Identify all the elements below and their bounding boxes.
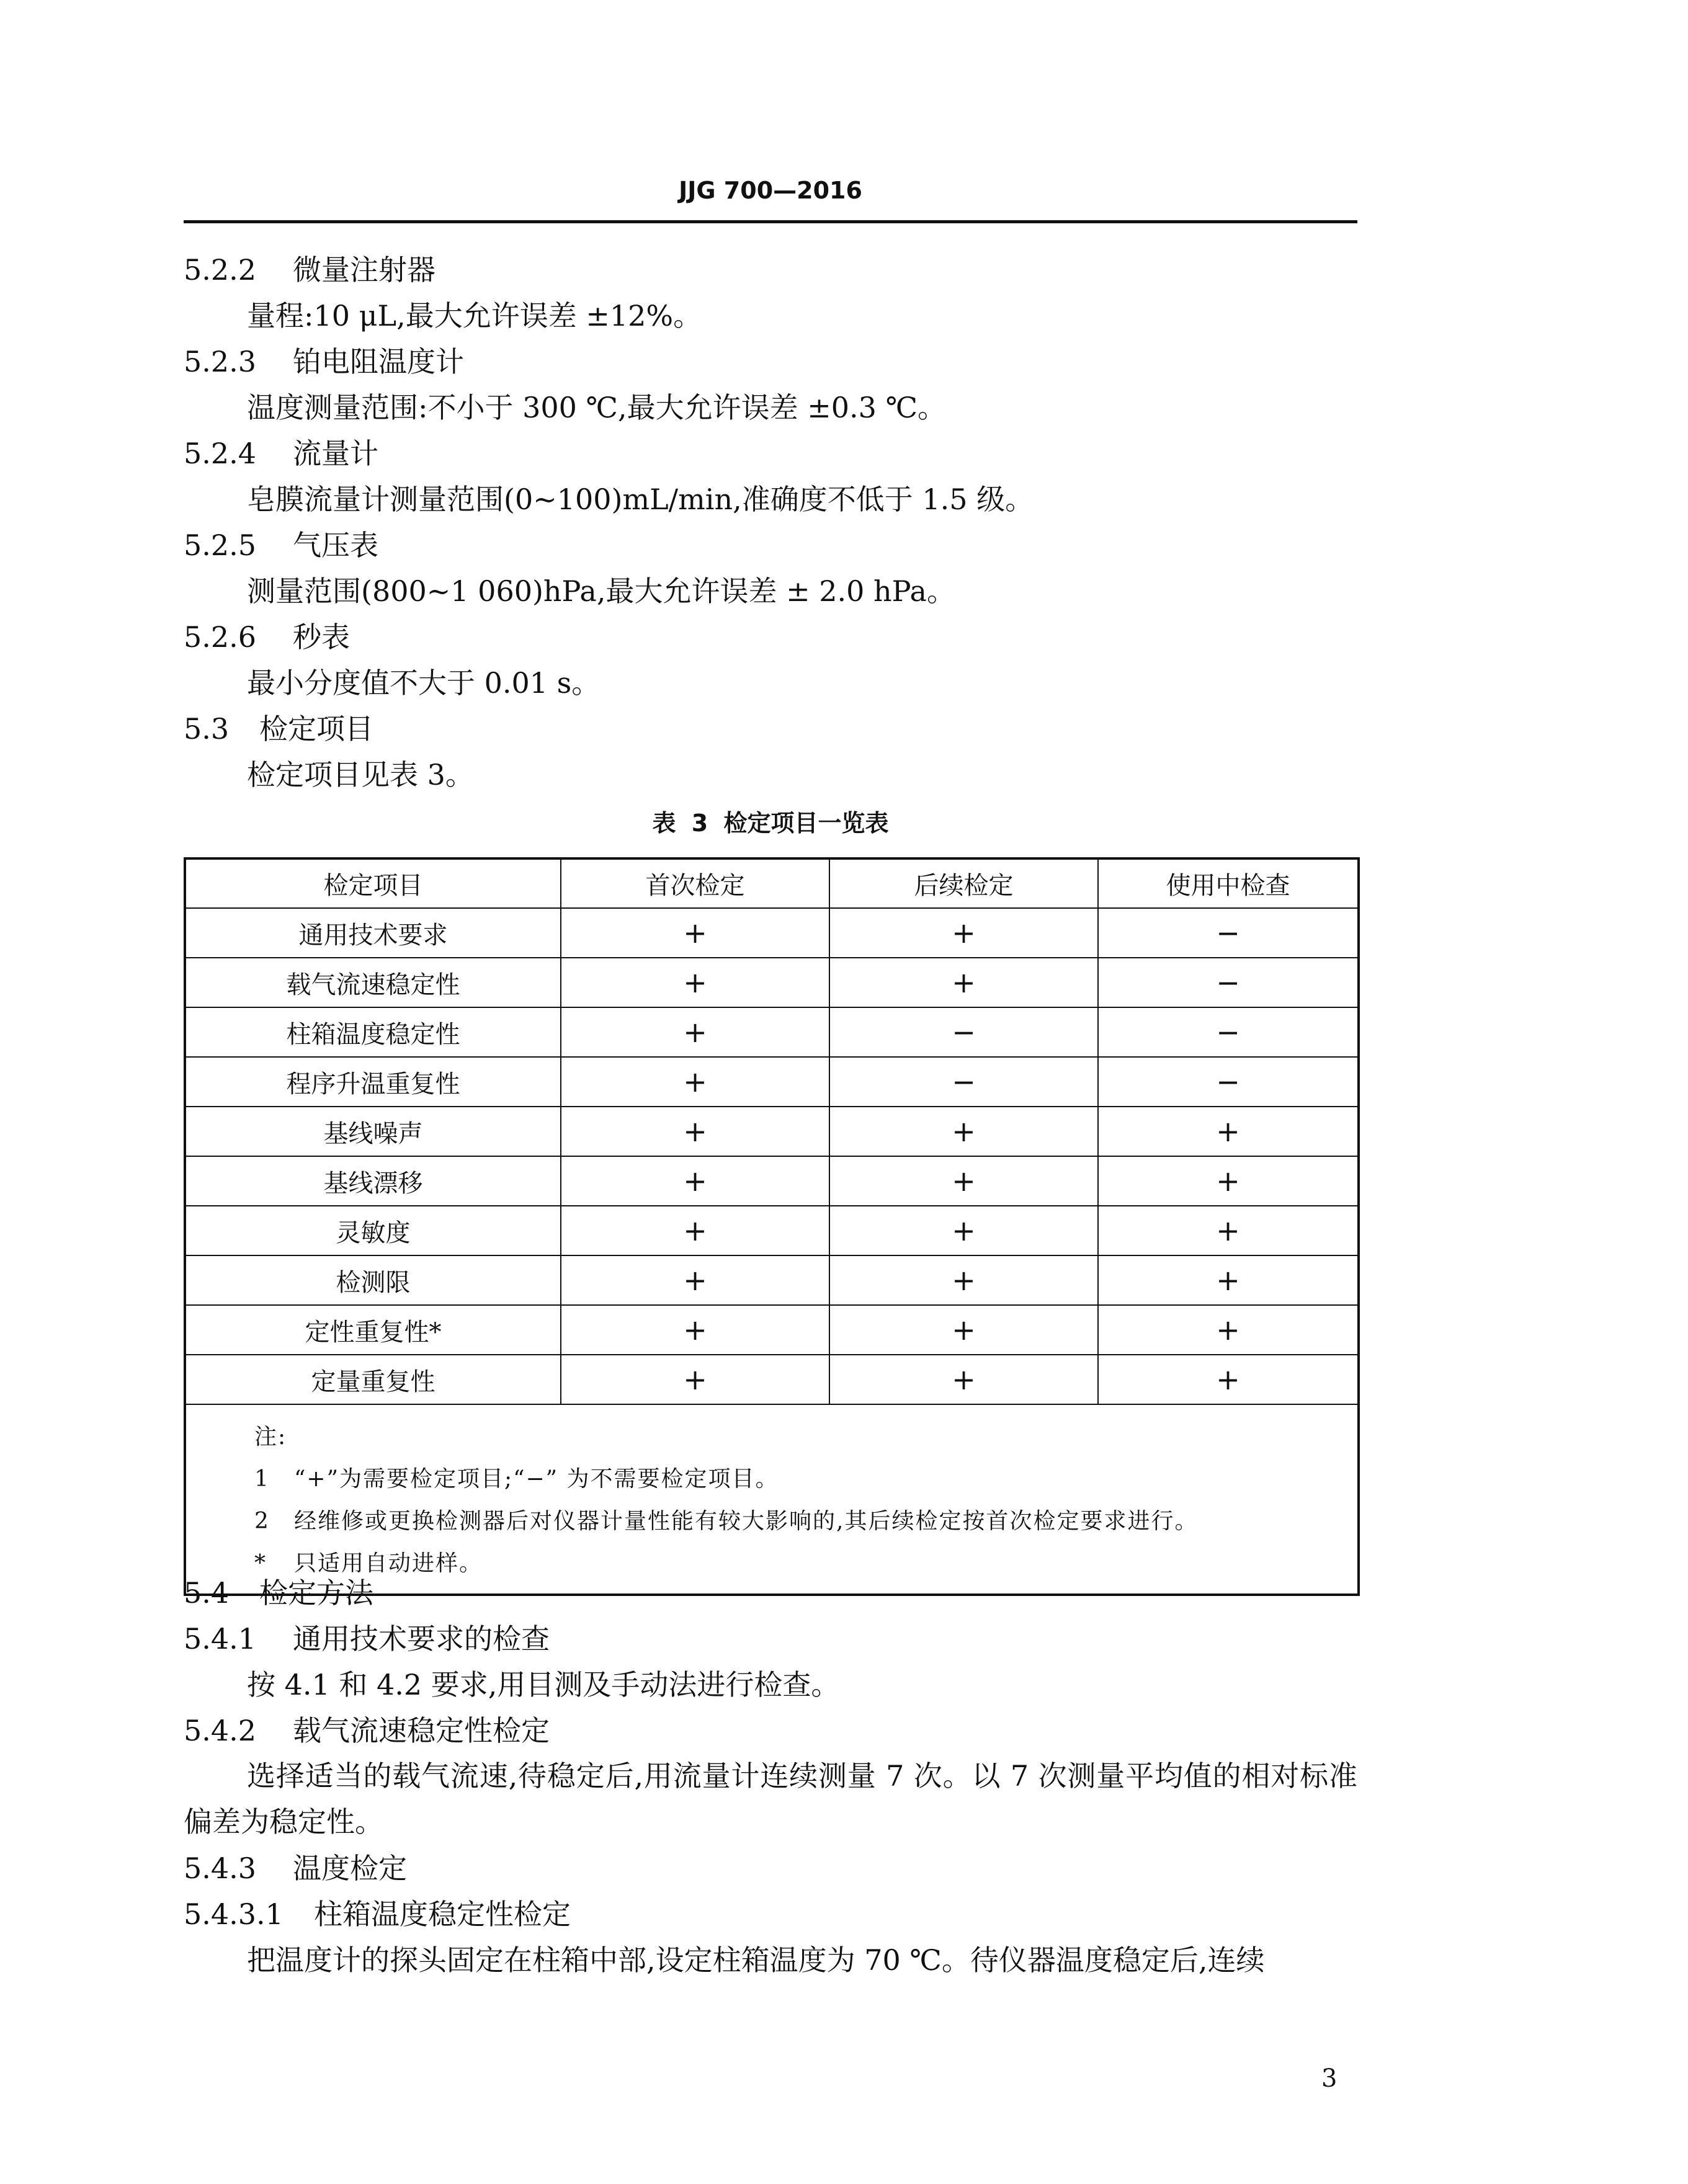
table-cell: + bbox=[829, 1355, 1098, 1404]
item-name: 通用技术要求 bbox=[185, 908, 561, 958]
item-name: 程序升温重复性 bbox=[185, 1057, 561, 1107]
table-row bbox=[185, 1007, 1359, 1057]
section-number: 5.2.3 bbox=[184, 345, 257, 378]
table-cell: + bbox=[1098, 1355, 1359, 1404]
item-name: 柱箱温度稳定性 bbox=[185, 1007, 561, 1057]
section-heading-5-4 bbox=[184, 1576, 373, 1610]
note-text: 经维修或更换检测器后对仪器计量性能有较大影响的,其后续检定按首次检定要求进行。 bbox=[294, 1509, 1199, 1534]
table-cell: + bbox=[829, 908, 1098, 958]
section-title: 气压表 bbox=[293, 528, 378, 562]
section-heading-5-4-1 bbox=[184, 1621, 550, 1656]
section-heading-5-4-3-1 bbox=[184, 1897, 571, 1932]
item-name: 载气流速稳定性 bbox=[185, 958, 561, 1007]
table-cell: + bbox=[829, 1255, 1098, 1305]
section-text-5-4-1: 按 4.1 和 4.2 要求,用目测及手动法进行检查。 bbox=[247, 1668, 840, 1701]
section-heading-5-2-4 bbox=[184, 436, 378, 471]
note-2 bbox=[254, 1500, 1357, 1543]
section-heading-5-2-6 bbox=[184, 620, 350, 654]
table-cell: − bbox=[1098, 1007, 1359, 1057]
table-cell: + bbox=[1098, 1107, 1359, 1156]
section-number: 5.2.4 bbox=[184, 437, 257, 470]
note-1 bbox=[254, 1458, 1357, 1500]
table-row bbox=[185, 1107, 1359, 1156]
table-cell: + bbox=[561, 1107, 829, 1156]
table-cell: − bbox=[829, 1057, 1098, 1107]
section-title: 流量计 bbox=[293, 437, 378, 470]
page-header: JJG 700—2016 bbox=[679, 177, 862, 204]
item-name: 检测限 bbox=[185, 1255, 561, 1305]
table-cell: + bbox=[561, 1255, 829, 1305]
section-title: 温度检定 bbox=[293, 1852, 407, 1885]
section-number: 5.4 bbox=[184, 1576, 230, 1610]
section-number: 5.2.5 bbox=[184, 528, 257, 562]
section-text-5-2-2: 量程:10 μL,最大允许误差 ±12%。 bbox=[247, 299, 702, 332]
table-notes bbox=[185, 1404, 1359, 1595]
section-text-5-2-4: 皂膜流量计测量范围(0~100)mL/min,准确度不低于 1.5 级。 bbox=[247, 483, 1034, 516]
table-row bbox=[185, 958, 1359, 1007]
item-name: 灵敏度 bbox=[185, 1206, 561, 1255]
column-header: 使用中检查 bbox=[1098, 858, 1359, 908]
table-cell: + bbox=[561, 1057, 829, 1107]
table-header-row bbox=[185, 858, 1359, 908]
notes-title: 注: bbox=[254, 1424, 287, 1450]
note-number: 2 bbox=[254, 1509, 270, 1534]
note-text: “+”为需要检定项目;“−” 为不需要检定项目。 bbox=[294, 1466, 779, 1492]
note-number: 1 bbox=[254, 1466, 270, 1492]
note-text: 只适用自动进样。 bbox=[294, 1551, 483, 1576]
table-cell: + bbox=[561, 1007, 829, 1057]
table-cell: + bbox=[1098, 1255, 1359, 1305]
table-cell: + bbox=[561, 1206, 829, 1255]
section-heading-5-4-2 bbox=[184, 1713, 550, 1748]
table-cell: − bbox=[1098, 958, 1359, 1007]
table-notes-row bbox=[185, 1404, 1359, 1595]
section-text-5-4-3-1: 把温度计的探头固定在柱箱中部,设定柱箱温度为 70 ℃。待仪器温度稳定后,连续 bbox=[247, 1943, 1265, 1977]
section-text-5-2-6: 最小分度值不大于 0.01 s。 bbox=[247, 666, 601, 700]
table-row bbox=[185, 1355, 1359, 1404]
table-row bbox=[185, 1156, 1359, 1206]
section-heading-5-2-2 bbox=[184, 252, 435, 287]
note-star bbox=[254, 1543, 1357, 1585]
column-header: 检定项目 bbox=[185, 858, 561, 908]
table-cell: + bbox=[561, 1156, 829, 1206]
table-cell: + bbox=[829, 1206, 1098, 1255]
section-text-5-2-5: 测量范围(800~1 060)hPa,最大允许误差 ± 2.0 hPa。 bbox=[247, 574, 955, 608]
section-number: 5.4.2 bbox=[184, 1714, 257, 1747]
item-name: 基线噪声 bbox=[185, 1107, 561, 1156]
page-number: 3 bbox=[1321, 2064, 1337, 2093]
table-row bbox=[185, 1206, 1359, 1255]
section-number: 5.4.3.1 bbox=[184, 1897, 284, 1931]
section-title: 载气流速稳定性检定 bbox=[293, 1714, 550, 1747]
table-cell: + bbox=[561, 1355, 829, 1404]
section-title: 秒表 bbox=[293, 620, 350, 654]
table-cell: − bbox=[1098, 1057, 1359, 1107]
table-caption: 表 3 检定项目一览表 bbox=[652, 809, 889, 837]
section-text-5-2-3: 温度测量范围:不小于 300 ℃,最大允许误差 ±0.3 ℃。 bbox=[247, 391, 947, 424]
section-heading-5-2-5 bbox=[184, 528, 378, 563]
section-title: 检定项目 bbox=[259, 712, 373, 746]
table-cell: + bbox=[1098, 1156, 1359, 1206]
section-title: 通用技术要求的检查 bbox=[293, 1622, 550, 1656]
section-text-5-4-2: 选择适当的载气流速,待稳定后,用流量计连续测量 7 次。以 7 次测量平均值的相对标准偏差为稳定性。 bbox=[184, 1759, 1357, 1839]
section-number: 5.3 bbox=[184, 712, 230, 746]
table-row bbox=[185, 1057, 1359, 1107]
table-row bbox=[185, 908, 1359, 958]
table-cell: + bbox=[1098, 1206, 1359, 1255]
section-heading-5-3 bbox=[184, 711, 373, 746]
table-cell: + bbox=[829, 1305, 1098, 1355]
section-title: 检定方法 bbox=[259, 1576, 373, 1610]
table-cell: + bbox=[561, 1305, 829, 1355]
header-rule bbox=[184, 220, 1357, 223]
column-header: 后续检定 bbox=[829, 858, 1098, 908]
table-cell: + bbox=[561, 958, 829, 1007]
table-row bbox=[185, 1255, 1359, 1305]
column-header: 首次检定 bbox=[561, 858, 829, 908]
table-cell: + bbox=[1098, 1305, 1359, 1355]
section-title: 铂电阻温度计 bbox=[293, 345, 464, 378]
item-name: 定量重复性 bbox=[185, 1355, 561, 1404]
section-number: 5.2.2 bbox=[184, 253, 257, 287]
section-number: 5.4.3 bbox=[184, 1852, 257, 1885]
item-name: 基线漂移 bbox=[185, 1156, 561, 1206]
table-cell: + bbox=[829, 958, 1098, 1007]
section-heading-5-2-3 bbox=[184, 344, 464, 379]
table-cell: − bbox=[829, 1007, 1098, 1057]
section-heading-5-4-3 bbox=[184, 1851, 407, 1886]
table-row bbox=[185, 1305, 1359, 1355]
item-name: 定性重复性* bbox=[185, 1305, 561, 1355]
table-cell: − bbox=[1098, 908, 1359, 958]
note-number: * bbox=[254, 1551, 267, 1576]
table-cell: + bbox=[829, 1107, 1098, 1156]
table-cell: + bbox=[561, 908, 829, 958]
inspection-items-table bbox=[184, 857, 1360, 1596]
section-number: 5.2.6 bbox=[184, 620, 257, 654]
section-title: 柱箱温度稳定性检定 bbox=[314, 1897, 571, 1931]
section-title: 微量注射器 bbox=[293, 253, 435, 287]
section-number: 5.4.1 bbox=[184, 1622, 257, 1656]
section-text-5-3: 检定项目见表 3。 bbox=[247, 758, 474, 791]
table-cell: + bbox=[829, 1156, 1098, 1206]
